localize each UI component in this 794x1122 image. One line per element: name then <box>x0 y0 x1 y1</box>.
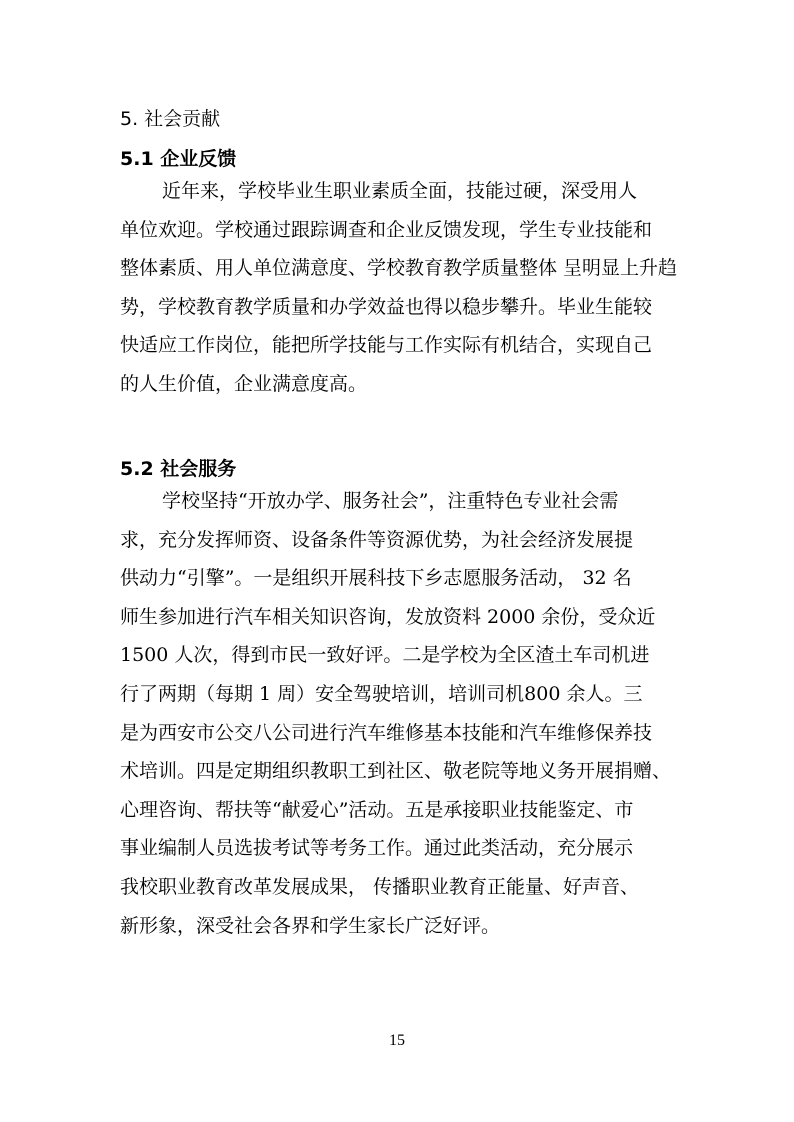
paragraph-social-service <box>120 482 710 945</box>
paragraph-line: 我校职业教育改革发展成果， 传播职业教育正能量、好声音、 <box>120 875 640 898</box>
paragraph-line: 行了两期（每期 1 周）安全驾驶培训，培训司机800 余人。三 <box>120 682 643 705</box>
section-title: 5. 社会贡献 <box>120 108 221 130</box>
paragraph-line: 学校坚持“开放办学、服务社会”，注重特色专业社会需 <box>162 490 619 512</box>
paragraph-line: 单位欢迎。学校通过跟踪调查和企业反馈发现，学生专业技能和 <box>120 218 653 241</box>
paragraph-line: 新形象，深受社会各界和学生家长广泛好评。 <box>120 914 501 937</box>
paragraph-enterprise-feedback <box>120 172 710 404</box>
paragraph-line: 整体素质、用人单位满意度、学校教育教学质量整体 呈明显上升趋 <box>120 257 678 280</box>
paragraph-line: 是为西安市公交八公司进行汽车维修基本技能和汽车维修保养技 <box>120 721 653 744</box>
paragraph-line: 近年来，学校毕业生职业素质全面，技能过硬，深受用人 <box>162 180 638 202</box>
paragraph-line: 求，充分发挥师资、设备条件等资源优势，为社会经济发展提 <box>120 528 634 551</box>
page-number: 15 <box>389 1032 405 1049</box>
paragraph-line: 师生参加进行汽车相关知识咨询，发放资料 2000 余份，受众近 <box>120 605 656 628</box>
paragraph-line: 的人生价值，企业满意度高。 <box>120 372 368 395</box>
subsection-title-social-service: 5.2 社会服务 <box>120 458 237 480</box>
paragraph-line: 快适应工作岗位，能把所学技能与工作实际有机结合，实现自己 <box>120 334 653 357</box>
paragraph-line: 供动力“引擎”。一是组织开展科技下乡志愿服务活动， 32 名 <box>120 567 632 590</box>
paragraph-line: 1500 人次，得到市民一致好评。二是学校为全区渣土车司机进 <box>120 644 650 667</box>
subsection-title-enterprise-feedback: 5.1 企业反馈 <box>120 148 237 170</box>
paragraph-line: 心理咨询、帮扶等“献爱心”活动。五是承接职业技能鉴定、市 <box>120 798 634 821</box>
paragraph-line: 势，学校教育教学质量和办学效益也得以稳步攀升。毕业生能较 <box>120 295 653 318</box>
paragraph-line: 事业编制人员选拔考试等考务工作。通过此类活动，充分展示 <box>120 837 634 860</box>
paragraph-line: 术培训。四是定期组织教职工到社区、敬老院等地义务开展捐赠、 <box>120 760 672 783</box>
